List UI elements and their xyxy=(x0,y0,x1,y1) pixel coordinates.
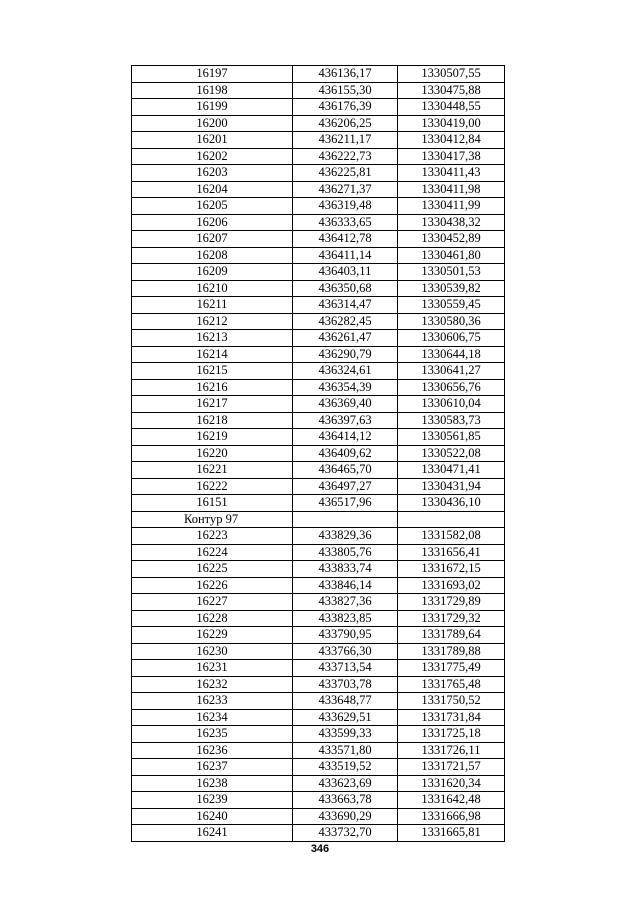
x-coordinate-cell: 436211,17 xyxy=(293,132,398,149)
y-coordinate-cell: 1331729,89 xyxy=(398,594,505,611)
table-row xyxy=(132,165,505,182)
x-coordinate-cell: 433519,52 xyxy=(293,759,398,776)
y-coordinate-cell: 1330448,55 xyxy=(398,99,505,116)
x-coordinate-cell: 433648,77 xyxy=(293,693,398,710)
table-row xyxy=(132,726,505,743)
point-number-cell: 16220 xyxy=(132,445,293,462)
y-coordinate-cell: 1330610,04 xyxy=(398,396,505,413)
y-coordinate-cell: 1331582,08 xyxy=(398,528,505,545)
table-row xyxy=(132,775,505,792)
point-number-cell: 16206 xyxy=(132,214,293,231)
point-number-cell: 16210 xyxy=(132,280,293,297)
y-coordinate-cell: 1331620,34 xyxy=(398,775,505,792)
contour-header-row xyxy=(132,511,505,528)
table-row xyxy=(132,99,505,116)
table-row xyxy=(132,363,505,380)
point-number-cell: 16231 xyxy=(132,660,293,677)
y-coordinate-cell: 1330419,00 xyxy=(398,115,505,132)
x-coordinate-cell: 436261,47 xyxy=(293,330,398,347)
y-coordinate-cell: 1331789,88 xyxy=(398,643,505,660)
y-coordinate-cell: 1330501,53 xyxy=(398,264,505,281)
y-coordinate-cell: 1330452,89 xyxy=(398,231,505,248)
point-number-cell: 16230 xyxy=(132,643,293,660)
table-row xyxy=(132,429,505,446)
point-number-cell: 16226 xyxy=(132,577,293,594)
y-coordinate-cell: 1331642,48 xyxy=(398,792,505,809)
point-number-cell: 16239 xyxy=(132,792,293,809)
point-number-cell: 16197 xyxy=(132,66,293,83)
y-coordinate-cell: 1330606,75 xyxy=(398,330,505,347)
contour-label-cell: Контур 97 xyxy=(132,511,293,528)
x-coordinate-cell: 436369,40 xyxy=(293,396,398,413)
x-coordinate-cell: 433829,36 xyxy=(293,528,398,545)
x-coordinate-cell: 436314,47 xyxy=(293,297,398,314)
y-coordinate-cell: 1331693,02 xyxy=(398,577,505,594)
table-row xyxy=(132,759,505,776)
table-row xyxy=(132,693,505,710)
y-coordinate-cell: 1331672,15 xyxy=(398,561,505,578)
x-coordinate-cell: 436324,61 xyxy=(293,363,398,380)
table-row xyxy=(132,709,505,726)
table-row xyxy=(132,561,505,578)
x-coordinate-cell: 436350,68 xyxy=(293,280,398,297)
y-coordinate-cell: 1331729,32 xyxy=(398,610,505,627)
point-number-cell: 16151 xyxy=(132,495,293,512)
y-coordinate-cell: 1330411,98 xyxy=(398,181,505,198)
y-coordinate-cell: 1330438,32 xyxy=(398,214,505,231)
point-number-cell: 16211 xyxy=(132,297,293,314)
y-coordinate-cell: 1331789,64 xyxy=(398,627,505,644)
empty-cell xyxy=(293,511,398,528)
x-coordinate-cell: 433766,30 xyxy=(293,643,398,660)
table-row xyxy=(132,594,505,611)
y-coordinate-cell: 1330656,76 xyxy=(398,379,505,396)
x-coordinate-cell: 436333,65 xyxy=(293,214,398,231)
table-row xyxy=(132,445,505,462)
y-coordinate-cell: 1330644,18 xyxy=(398,346,505,363)
table-row xyxy=(132,610,505,627)
page-number: 346 xyxy=(310,843,330,855)
table-row xyxy=(132,412,505,429)
table-row xyxy=(132,330,505,347)
point-number-cell: 16238 xyxy=(132,775,293,792)
table-row xyxy=(132,577,505,594)
y-coordinate-cell: 1330411,43 xyxy=(398,165,505,182)
table-row xyxy=(132,280,505,297)
x-coordinate-cell: 433805,76 xyxy=(293,544,398,561)
x-coordinate-cell: 436155,30 xyxy=(293,82,398,99)
x-coordinate-cell: 433732,70 xyxy=(293,825,398,842)
table-row xyxy=(132,742,505,759)
x-coordinate-cell: 433690,29 xyxy=(293,808,398,825)
point-number-cell: 16217 xyxy=(132,396,293,413)
y-coordinate-cell: 1331726,11 xyxy=(398,742,505,759)
point-number-cell: 16205 xyxy=(132,198,293,215)
x-coordinate-cell: 433663,78 xyxy=(293,792,398,809)
y-coordinate-cell: 1331656,41 xyxy=(398,544,505,561)
table-row xyxy=(132,297,505,314)
table-row xyxy=(132,247,505,264)
point-number-cell: 16204 xyxy=(132,181,293,198)
x-coordinate-cell: 433713,54 xyxy=(293,660,398,677)
point-number-cell: 16219 xyxy=(132,429,293,446)
x-coordinate-cell: 436403,11 xyxy=(293,264,398,281)
x-coordinate-cell: 436222,73 xyxy=(293,148,398,165)
x-coordinate-cell: 433571,80 xyxy=(293,742,398,759)
point-number-cell: 16207 xyxy=(132,231,293,248)
coordinates-table-body xyxy=(132,66,505,842)
point-number-cell: 16201 xyxy=(132,132,293,149)
y-coordinate-cell: 1330436,10 xyxy=(398,495,505,512)
y-coordinate-cell: 1330411,99 xyxy=(398,198,505,215)
point-number-cell: 16233 xyxy=(132,693,293,710)
point-number-cell: 16216 xyxy=(132,379,293,396)
y-coordinate-cell: 1330417,38 xyxy=(398,148,505,165)
table-row xyxy=(132,396,505,413)
x-coordinate-cell: 433623,69 xyxy=(293,775,398,792)
x-coordinate-cell: 436225,81 xyxy=(293,165,398,182)
x-coordinate-cell: 436412,78 xyxy=(293,231,398,248)
x-coordinate-cell: 436465,70 xyxy=(293,462,398,479)
point-number-cell: 16202 xyxy=(132,148,293,165)
table-row xyxy=(132,198,505,215)
y-coordinate-cell: 1330471,41 xyxy=(398,462,505,479)
y-coordinate-cell: 1330561,85 xyxy=(398,429,505,446)
point-number-cell: 16208 xyxy=(132,247,293,264)
point-number-cell: 16218 xyxy=(132,412,293,429)
point-number-cell: 16235 xyxy=(132,726,293,743)
table-row xyxy=(132,115,505,132)
y-coordinate-cell: 1330507,55 xyxy=(398,66,505,83)
coordinates-table xyxy=(131,65,505,842)
table-row xyxy=(132,478,505,495)
x-coordinate-cell: 436397,63 xyxy=(293,412,398,429)
point-number-cell: 16221 xyxy=(132,462,293,479)
x-coordinate-cell: 436290,79 xyxy=(293,346,398,363)
table-row xyxy=(132,66,505,83)
point-number-cell: 16223 xyxy=(132,528,293,545)
y-coordinate-cell: 1330583,73 xyxy=(398,412,505,429)
y-coordinate-cell: 1330641,27 xyxy=(398,363,505,380)
x-coordinate-cell: 436354,39 xyxy=(293,379,398,396)
table-row xyxy=(132,231,505,248)
x-coordinate-cell: 433703,78 xyxy=(293,676,398,693)
point-number-cell: 16232 xyxy=(132,676,293,693)
point-number-cell: 16199 xyxy=(132,99,293,116)
table-row xyxy=(132,792,505,809)
y-coordinate-cell: 1330431,94 xyxy=(398,478,505,495)
x-coordinate-cell: 433827,36 xyxy=(293,594,398,611)
y-coordinate-cell: 1331721,57 xyxy=(398,759,505,776)
y-coordinate-cell: 1331731,84 xyxy=(398,709,505,726)
y-coordinate-cell: 1331665,81 xyxy=(398,825,505,842)
table-row xyxy=(132,544,505,561)
point-number-cell: 16227 xyxy=(132,594,293,611)
point-number-cell: 16215 xyxy=(132,363,293,380)
x-coordinate-cell: 436411,14 xyxy=(293,247,398,264)
table-row xyxy=(132,643,505,660)
y-coordinate-cell: 1330539,82 xyxy=(398,280,505,297)
x-coordinate-cell: 433599,33 xyxy=(293,726,398,743)
table-row xyxy=(132,808,505,825)
x-coordinate-cell: 436271,37 xyxy=(293,181,398,198)
y-coordinate-cell: 1331725,18 xyxy=(398,726,505,743)
point-number-cell: 16229 xyxy=(132,627,293,644)
table-row xyxy=(132,82,505,99)
x-coordinate-cell: 433833,74 xyxy=(293,561,398,578)
table-row xyxy=(132,313,505,330)
empty-cell xyxy=(398,511,505,528)
table-row xyxy=(132,676,505,693)
point-number-cell: 16203 xyxy=(132,165,293,182)
point-number-cell: 16236 xyxy=(132,742,293,759)
table-row xyxy=(132,528,505,545)
point-number-cell: 16237 xyxy=(132,759,293,776)
point-number-cell: 16214 xyxy=(132,346,293,363)
table-row xyxy=(132,660,505,677)
x-coordinate-cell: 436176,39 xyxy=(293,99,398,116)
x-coordinate-cell: 436414,12 xyxy=(293,429,398,446)
table-row xyxy=(132,825,505,842)
y-coordinate-cell: 1330559,45 xyxy=(398,297,505,314)
y-coordinate-cell: 1331765,48 xyxy=(398,676,505,693)
x-coordinate-cell: 433629,51 xyxy=(293,709,398,726)
x-coordinate-cell: 436517,96 xyxy=(293,495,398,512)
y-coordinate-cell: 1331750,52 xyxy=(398,693,505,710)
x-coordinate-cell: 436319,48 xyxy=(293,198,398,215)
point-number-cell: 16209 xyxy=(132,264,293,281)
x-coordinate-cell: 436282,45 xyxy=(293,313,398,330)
table-row xyxy=(132,132,505,149)
y-coordinate-cell: 1330580,36 xyxy=(398,313,505,330)
table-row xyxy=(132,627,505,644)
point-number-cell: 16212 xyxy=(132,313,293,330)
y-coordinate-cell: 1331775,49 xyxy=(398,660,505,677)
table-row xyxy=(132,148,505,165)
point-number-cell: 16222 xyxy=(132,478,293,495)
table-row xyxy=(132,181,505,198)
x-coordinate-cell: 436206,25 xyxy=(293,115,398,132)
x-coordinate-cell: 433823,85 xyxy=(293,610,398,627)
point-number-cell: 16241 xyxy=(132,825,293,842)
point-number-cell: 16224 xyxy=(132,544,293,561)
x-coordinate-cell: 436497,27 xyxy=(293,478,398,495)
x-coordinate-cell: 436409,62 xyxy=(293,445,398,462)
table-row xyxy=(132,214,505,231)
table-row xyxy=(132,264,505,281)
y-coordinate-cell: 1331666,98 xyxy=(398,808,505,825)
x-coordinate-cell: 436136,17 xyxy=(293,66,398,83)
table-row xyxy=(132,462,505,479)
point-number-cell: 16228 xyxy=(132,610,293,627)
point-number-cell: 16213 xyxy=(132,330,293,347)
point-number-cell: 16198 xyxy=(132,82,293,99)
point-number-cell: 16225 xyxy=(132,561,293,578)
y-coordinate-cell: 1330522,08 xyxy=(398,445,505,462)
point-number-cell: 16234 xyxy=(132,709,293,726)
x-coordinate-cell: 433790,95 xyxy=(293,627,398,644)
y-coordinate-cell: 1330412,84 xyxy=(398,132,505,149)
table-row xyxy=(132,379,505,396)
x-coordinate-cell: 433846,14 xyxy=(293,577,398,594)
y-coordinate-cell: 1330475,88 xyxy=(398,82,505,99)
point-number-cell: 16200 xyxy=(132,115,293,132)
y-coordinate-cell: 1330461,80 xyxy=(398,247,505,264)
table-row xyxy=(132,495,505,512)
table-row xyxy=(132,346,505,363)
point-number-cell: 16240 xyxy=(132,808,293,825)
